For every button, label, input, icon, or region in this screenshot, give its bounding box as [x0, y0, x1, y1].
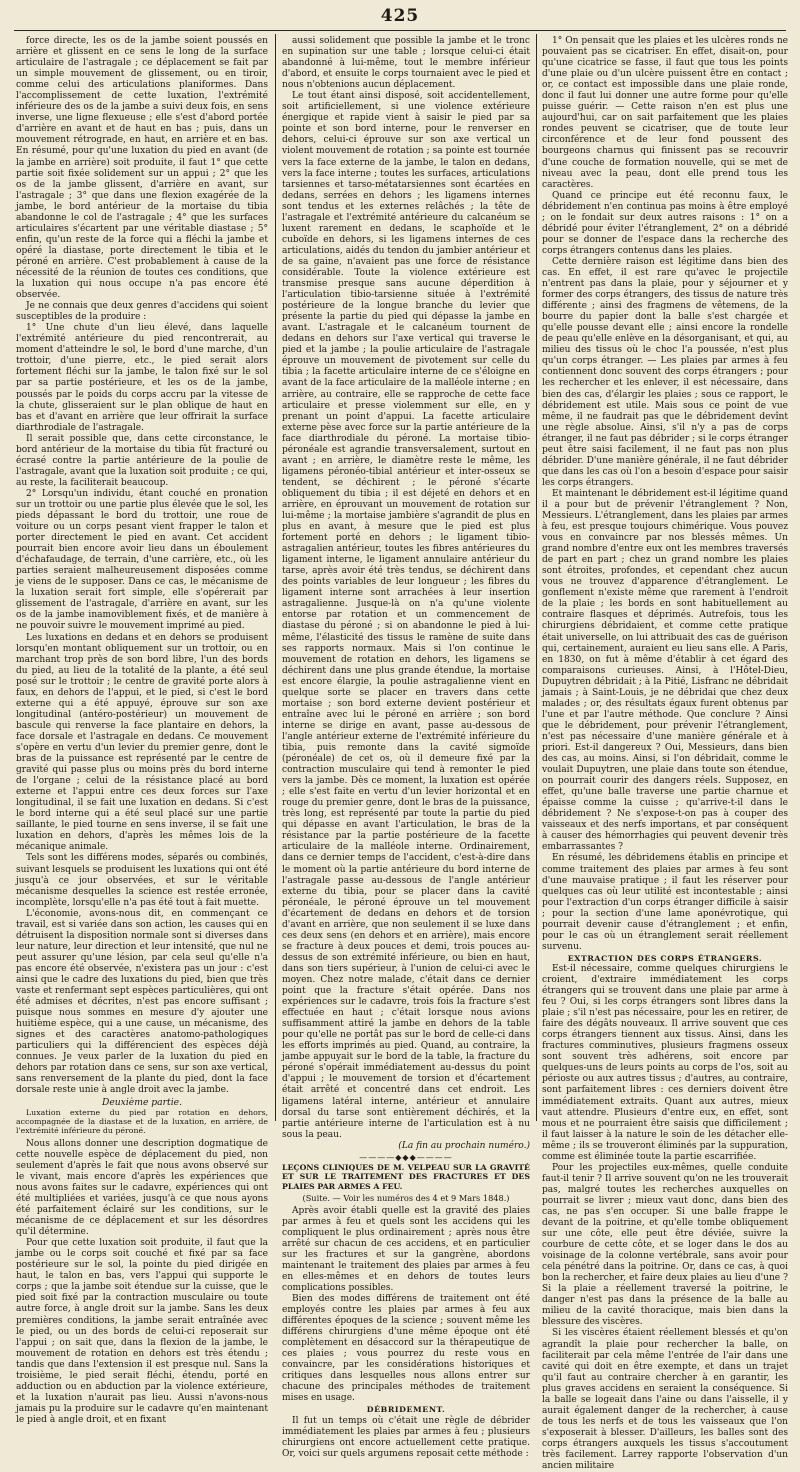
paragraph: Nous allons donner une description dogmatique de cette nouvelle espèce de déplacement du pied, non seulement d'après le fait que nous avons observé sur le vivant, mais encore d'après les expériences que nous avons faites sur le cadavre, expériences qui ont été multipliées et variées, jusqu'à ce que nous ayons été parfaitement éclairé sur les conditions, sur le mécanisme de ce déplacement et sur les désordres qu'il détermine. — [16, 1138, 268, 1238]
part-summary: Luxation externe du pied par rotation en dehors, accompagnée de la diastase et de la luxation, en arrière, de l'extrémité inférieure du péroné. — [16, 1107, 268, 1136]
paragraph: 1° On pensait que les plaies et les ulcères ronds ne pouvaient pas se cicatriser. En effet, disait-on, pour qu'une cicatrice se fasse, il faut que tous les points d'une plaie ou d'un ulcère puissent être en contact ; or, ce contact est impossible dans une plaie ronde, donc il faut lui donner une autre forme pour qu'elle puisse guérir. — Cette raison n'en est plus une aujourd'hui, car on sait parfaitement que les plaies rondes peuvent se cicatriser, que de toute leur circonférence et de leur fond poussent des bourgeons charnus qui finissent pas se recouvrir d'une couche de formation nouvelle, qui se met de niveau avec la peau, dont elle prend tous les caractères. — [542, 36, 788, 190]
article-subtitle: (Suite. — Voir les numéros des 4 et 9 Mars 1848.) — [302, 1192, 510, 1203]
article-separator: ————◆◆◆———— — [359, 1152, 453, 1162]
paragraph: 1° Une chute d'un lieu élevé, dans laquelle l'extrémité antérieure du pied rencontrerait, au moment d'atteindre le sol, le bord d'une marche, d'un trottoir, d'une pierre, etc., le pied serait alors fortement fléchi sur la jambe, le talon fixé sur le sol par sa partie postérieure, et les os de la jambe, poussés par le poids du corps accru par la vitesse de la chute, glisseraient sur le plan oblique de haut en bas et d'avant en arrière que leur offrirait la surface diarthrodiale de l'astragale. — [16, 323, 268, 433]
article-title: LEÇONS CLINIQUES DE M. VELPEAU SUR LA GRAVITÉ ET SUR LE TRAITEMENT DES FRACTURES ET DES PLAIES PAR ARMES A FEU. — [282, 1162, 530, 1191]
paragraph: L'économie, avons-nous dit, en commençant ce travail, est si variée dans son action, les causes qui en détruisent la disposition normale sont si diverses dans leur nature, leur direction et leur intensité, que nul ne peut assurer qu'une lésion, par cela seul qu'elle n'a pas encore été observée, n'existera pas un jour : c'est ainsi que le cadre des luxations du pied, bien que très vaste et renfermant sept espèces particulières, qui ont été admises et décrites, n'est pas encore suffisant ; puisque nous sommes en mesure d'y ajouter une huitième espèce, qui a une cause, un mécanisme, des signes et des caractères anatomo-pathologiques particuliers qui la différencient des espèces déjà connues. Je veux parler de la luxation du pied en dehors par rotation dans ce sens, sur son axe vertical, sans renversement de la plante du pied, dont la face dorsale reste unie à angle droit avec la jambe. — [16, 908, 268, 1096]
paragraph: Pour que cette luxation soit produite, il faut que la jambe ou le corps soit couché et fixé par sa face postérieure sur le sol, la pointe du pied dirigée en haut, le talon en bas, vers l'appui qui supporte le corps ; que la jambe soit étendue sur la cuisse, que le pied soit fixé par la contraction musculaire ou toute autre force, à angle droit sur la jambe. Sans les deux premières conditions, la jambe serait entraînée avec le pied, ou un des bords de celui-ci reposerait sur l'appui ; on sait que, dans la flexion de la jambe, le mouvement de rotation en dehors est très étendu ; tandis que dans l'extension il est presque nul. Sans la troisième, le pied serait fléchi, étendu, porté en adduction ou en abduction par la violence extérieure, et la luxation n'aurait pas lieu. Aussi n'avons-nous jamais pu la produire sur le cadavre qu'en maintenant le pied à angle droit, et en fixant — [16, 1238, 268, 1425]
paragraph: Est-il nécessaire, comme quelques chirurgiens le croient, d'extraire immédiatement les corps étrangers qui se trouvent dans une plaie par arme à feu ? Oui, si les corps étrangers sont libres dans la plaie ; s'il n'est pas nécessaire, pour les en retirer, de faire des dégâts nouveaux. Il arrive souvent que ces corps étrangers tiennent aux tissus. Ainsi, dans les fractures comminutives, plusieurs fragmens osseux sont souvent très adhérens, soit encore par quelques-uns de leurs points au corps de l'os, soit au périoste ou aux autres tissus ; d'autres, au contraire, sont parfaitement libres : ces derniers doivent être immédiatement extraits. Quant aux autres, mieux vaut attendre. Plusieurs d'entre eux, en effet, sont mous et ne pourraient être saisis que difficilement ; il faut laisser à la nature le soin de les détacher elle-même ; ils se trouveront éliminés par la suppuration, comme est éliminée toute la partie escarrifiée. — [542, 963, 788, 1162]
continued-note: (La fin au prochain numéro.) — [398, 1140, 530, 1151]
column-1 — [16, 36, 268, 1425]
section-heading: EXTRACTION DES CORPS ÉTRANGERS. — [567, 953, 763, 963]
column-3 — [542, 36, 788, 1472]
part-heading: Deuxième partie. — [101, 1096, 183, 1108]
paragraph: Quand ce principe eut été reconnu faux, le débridement n'en continua pas moins à être employé ; on le fondait sur deux autres raisons : 1° on a débridé pour éviter l'étranglement, 2° on a débridé pour se donner de l'espace dans la recherche des corps étrangers contenus dans les plaies. — [542, 190, 788, 256]
paragraph: 2° Lorsqu'un individu, étant couché en pronation sur un trottoir ou une partie plus élevée que le sol, les pieds dépassant le bord du trottoir, une roue de voiture ou un corps pesant vient frapper le talon et porter directement le pied en avant. Cet accident pourrait bien encore avoir lieu dans un éboulement d'échafaudage, de terrain, d'une carrière, etc., où les parties seraient malheureusement disposées comme je viens de le supposer. Dans ce cas, le mécanisme de la luxation serait fort simple, elle s'opérerait par glissement de l'astragale, d'arrière en avant, sur les os de la jambe inamoviblement fixés, et de manière à ne pouvoir suivre le mouvement imprimé au pied. — [16, 488, 268, 632]
paragraph: Je ne connais que deux genres d'accidens qui soient susceptibles de la produire : — [16, 301, 268, 323]
paragraph: En résumé, les débridemens établis en principe et comme traitement des plaies par armes à feu sont d'une mauvaise pratique ; il faut les réserver pour quelques cas où leur utilité est incontestable ; ainsi pour l'extraction d'un corps étranger difficile à saisir ; pour la section d'une lame aponévrotique, qui pourrait devenir cause d'étranglement ; et enfin, pour le cas où un étranglement serait réellement survenu. — [542, 853, 788, 952]
paragraph: Et maintenant le débridement est-il légitime quand il a pour but de prévenir l'étranglement ? Non, Messieurs. L'étranglement, dans les plaies par armes à feu, est presque toujours chimérique. Vous pouvez vous en convaincre par nos blessés mêmes. Un grand nombre d'entre eux ont les membres traversés de part en part ; chez un grand nombre les plaies sont étroites, profondes, et cependant chez aucun vous ne trouvez d'apparence d'étranglement. Le gonflement n'existe même que rarement à l'endroit de la plaie ; les bords en sont habituellement au contraire flasques et déprimés. Autrefois, tous les chirurgiens débridaient, et comme cette pratique était universelle, on lui attribuait des cas de guérison qui, certainement, auraient eu lieu sans elle. A Paris, en 1830, on fut à même d'établir à cet égard des comparaisons curieuses. Ainsi, à l'Hôtel-Dieu, Dupuytren débridait ; à la Pitié, Lisfranc ne débridait jamais ; à Saint-Louis, je ne débridai que chez deux malades ; or, des résultats égaux furent obtenus par l'une et par l'autre méthode. Que conclure ? Ainsi que le débridement, pour prévenir l'étranglement, n'est pas nécessaire d'une manière générale et à priori. Est-il dangereux ? Oui, Messieurs, dans bien des cas, au moins. Ainsi, si l'on débridait, comme le voulait Dupuytren, une plaie dans toute son étendue, on pourrait courir des dangers réels. Supposez, en effet, qu'une balle traverse une partie charnue et épaisse comme la cuisse ; qu'arrive-t-il dans le débridement ? Ne s'expose-t-on pas à couper des vaisseaux et des nerfs importans, et par conséquent à causer des hémorrhagies qui peuvent devenir très embarrassantes ? — [542, 488, 788, 853]
header-rule — [14, 30, 786, 31]
paragraph: Le tout étant ainsi disposé, soit accidentellement, soit artificiellement, si une violence extérieure énergique et rapide vient à saisir le pied par sa pointe et son bord interne, pour le renverser en dehors, celui-ci éprouve sur son axe vertical un violent mouvement de rotation ; sa pointe est tournée vers la face externe de la jambe, le talon en dedans, vers la face interne ; toutes les surfaces, articulations tarsiennes et tarso-métatarsiennes sont écartées en dedans, serrées en dehors ; les ligamens internes sont tendus et les externes relâchés ; la tête de l'astragale et l'extrémité antérieure du calcanéum se luxent rarement en dedans, le scaphoïde et le cuboïde en dehors, si les ligamens internes de ces articulations, aidés du tendon du jambier antérieur et de sa gaine, n'avaient pas une force de résistance considérable. Toute la violence extérieure est transmise presque sans aucune déperdition à l'articulation tibio-tarsienne située à l'extrémité postérieure de la longue branche du levier que présente la partie du pied qui dépasse la jambe en avant. L'astragale et le calcanéum tournent de dedans en dehors sur l'axe vertical qui traverse le pied et la jambe ; la poulie articulaire de l'astragale éprouve un mouvement de pivotement sur celle du tibia ; la facette articulaire interne de ce s'éloigne en avant de la face articulaire de la malléole interne ; en arrière, au contraire, elle se rapproche de cette face articulaire et presse violemment sur elle, en y prenant un point d'appui. La facette articulaire externe pèse avec force sur la partie antérieure de la face diarthrodiale du péroné. La mortaise tibio-péronéale est agrandie transversalement, surtout en avant ; en arrière, le diamètre reste le même, les ligamens péronéo-tibial antérieur et inter-osseux se tendent, se déchirent ; le péroné s'écarte obliquement du tibia ; il est déjeté en dehors et en arrière, en éprouvant un mouvement de rotation sur lui-même ; la mortaise jambière s'agrandit de plus en plus en avant, à mesure que le pied est plus fortement porté en dehors ; le ligament tibio-astragalien antérieur, toutes les fibres antérieures du ligament interne, le ligament annulaire antérieur du tarse, après avoir été très tendus, se déchirent dans des points variables de leur longueur ; les fibres du ligament interne sont arrachées à leur insertion astragalienne. Jusque-là on n'a qu'une violente entorse par rotation et un commencement de diastase du péroné ; si on abandonne le pied à lui-même, l'élasticité des tissus le ramène de suite dans ses rapports normaux. Mais si l'on continue le mouvement de rotation en dehors, les ligamens se déchirent dans une plus grande étendue, la mortaise est encore élargie, la poulie astragalienne vient en quelque sorte se placer en travers dans cette mortaise ; son bord externe devient postérieur et entraîne avec lui le péroné en arrière ; son bord interne se dirige en avant, passe au-dessous de l'angle antérieur externe de l'extrémité inférieure du tibia, puis remonte dans la cavité sigmoïde (péronéale) de cet os, où il demeure fixé par la contraction musculaire qui tend à remonter le pied vers la jambe. Dès ce moment, la luxation est opérée ; elle s'est faite en vertu d'un levier horizontal et en rouge du premier genre, dont le bras de la puissance, très long, est représenté par toute la partie du pied qui dépasse en avant l'articulation, le bras de la résistance par la partie postérieure de la facette articulaire de la malléole interne. Ordinairement, dans ce dernier temps de l'accident, c'est-à-dire dans le moment où la partie antérieure du bord interne de l'astragale passe au-dessous de l'angle antérieur externe du tibia, pour se placer dans la cavité péronéale, le péroné éprouve un tel mouvement d'écartement de dedans en dehors et de torsion d'avant en arrière, que non seulement il se luxe dans ces deux sens (en dehors et en arrière), mais encore se fracture à deux pouces et demi, trois pouces au-dessus de son extrémité inférieure, ou bien en haut, dans son tiers supérieur, à l'union de celui-ci avec le moyen. Chez notre malade, c'était dans ce dernier point que la fracture s'était opérée. Dans nos expériences sur le cadavre, trois fois la fracture s'est effectuée en haut ; c'était lorsque nous avions suffisamment attiré la jambe en dehors de la table pour qu'elle ne portât pas sur le bord de celle-ci dans les efforts imprimés au pied. Quand, au contraire, la jambe appuyait sur le bord de la table, la fracture du péroné s'opérait immédiatement au-dessus du point d'appui ; le mouvement de torsion et d'écartement était arrêté et concentré dans cet endroit. Les ligamens latéral interne, antérieur et annulaire dorsal du tarse sont entièrement déchirés, et la partie antérieure interne de l'articulation est à nu sous la peau. — [282, 91, 530, 1140]
section-heading: DÉBRIDEMENT. — [366, 1405, 446, 1415]
paragraph: Les luxations en dedans et en dehors se produisent lorsqu'en montant obliquement sur un trottoir, ou en marchant trop près de son bord libre, l'un des bords du pied, au lieu de la totalité de la plante, a été seul posé sur le trottoir ; le centre de gravité porte alors à faux, en dehors de l'appui, et le pied, si c'est le bord externe qui a été appuyé, éprouve sur son axe longitudinal (antéro-postérieur) un mouvement de bascule qui renverse la face plantaire en dehors, la face dorsale et l'astragale en dedans. Ce mouvement s'opère en vertu d'un levier du premier genre, dont le bras de la puissance est représenté par le centre de gravité qui passe plus ou moins près du bord interne de l'organe ; celui de la résistance placé au bord externe et l'appui entre ces deux forces sur l'axe longitudinal, il se fait une luxation en dedans. Si c'est le bord interne qui a été seul placé sur une partie saillante, le pied tourne en sens inverse, il se fait une luxation en dehors, d'après les mêmes lois de la mécanique animale. — [16, 632, 268, 853]
column-divider — [275, 34, 276, 1121]
paragraph: force directe, les os de la jambe soient poussés en arrière et glissent en ce sens le long de la surface articulaire de l'astragale ; ce déplacement se fait par un simple mouvement de glissement, ou en tiroir, comme celui des articulations planiformes. Dans l'accomplissement de cette luxation, l'extrémité inférieure des os de la jambe a suivi deux fois, en sens inverse, une ligne flexueuse ; elle s'est d'abord portée d'arrière en avant et de haut en bas ; puis, dans un mouvement rétrograde, en haut, en arrière et en bas. En résumé, pour qu'une luxation du pied en avant (de la jambe en arrière) soit produite, il faut 1° que cette partie soit fixée solidement sur un appui ; 2° que les os de la jambe glissent, d'arrière en avant, sur l'astragale ; 3° que dans une flexion exagérée de la jambe, le bord antérieur de la mortaise du tibia abandonne le col de l'astragale ; 4° que les surfaces articulaires s'écartent par une véritable diastase ; 5° enfin, qu'un reste de la force qui a fléchi la jambe et opéré la diastase, porte directement le tibia et le péroné en arrière. C'est probablement à cause de la nécessité de la réunion de toutes ces conditions, que la luxation qui nous occupe n'a pas encore été observée. — [16, 36, 268, 301]
paragraph: Bien des modes différens de traitement ont été employés contre les plaies par armes à feu aux différentes époques de la science ; souvent même les différens chirurgiens d'une même époque ont été complètement en désaccord sur la thérapeutique de ces plaies ; vous pourrez du reste vous en convaincre, par les considérations historiques et critiques dans lesquelles nous allons entrer sur chacune des principales méthodes de traitement mises en usage. — [282, 1293, 530, 1404]
paragraph: Il fut un temps où c'était une règle de débrider immédiatement les plaies par armes à feu ; plusieurs chirurgiens ont encore actuellement cette pratique. Or, voici sur quels argumens reposait cette méthode : — [282, 1415, 530, 1459]
column-2 — [282, 36, 530, 1459]
paragraph: Après avoir établi quelle est la gravité des plaies par armes à feu et quels sont les accidens qui les compliquent le plus ordinairement ; après nous être arrêté sur chacun de ces accidens, et en particulier sur les fractures et sur la gangrène, abordons maintenant le traitement des plaies par armes à feu en elles-mêmes et en dehors de toutes leurs complications possibles. — [282, 1205, 530, 1293]
paragraph: Pour les projectiles eux-mêmes, quelle conduite faut-il tenir ? Il arrive souvent qu'on ne les trouverait pas, malgré toutes les recherches auxquelles on pourrait se livrer ; mieux vaut donc, dans bien des cas, ne pas s'en occuper. Si une balle frappe le devant de la poitrine, et qu'elle tombe obliquement sur une côte, elle peut être déviée, suivre la courbure de cette côte, et se loger dans le dos au voisinage de la colonne vertébrale, sans avoir pour cela pénétré dans la poitrine. Or, dans ce cas, à quoi bon la rechercher, et faire deux plaies au lieu d'une ? Si la plaie a réellement traversé la poitrine, le danger n'est pas dans la présence de la balle au milieu de la cavité thoracique, mais bien dans la blessure des viscères. — [542, 1162, 788, 1328]
paragraph: Tels sont les différens modes, séparés ou combinés, suivant lesquels se produisent les luxations qui ont été jusqu'à ce jour observées, et sur le véritable mécanisme desquelles la science est restée erronée, incomplète, lorsqu'elle n'a pas été tout à fait muette. — [16, 853, 268, 908]
paragraph: Cette dernière raison est légitime dans bien des cas. En effet, il est rare qu'avec le projectile n'entrent pas dans la plaie, pour y séjourner et y former des corps étrangers, des tissus de nature très différente ; ainsi des fragmens de vêtemens, de la bourre du papier dont la balle s'est chargée et qu'elle pousse devant elle ; ainsi encore la rondelle de peau qu'elle enlève en la désorganisant, et qui, au milieu des tissus où le choc l'a poussée, n'est plus qu'un corps étranger. — Les plaies par armes à feu contiennent donc souvent des corps étrangers ; pour les rechercher et les enlever, il est nécessaire, dans bien des cas, d'élargir les plaies ; sous ce rapport, le débridement est utile. Mais sous ce point de vue même, il ne faudrait pas que le débridement devînt une règle absolue. Ainsi, s'il n'y a pas de corps étranger, il ne faut pas débrider ; si le corps étranger peut être saisi facilement, il ne faut pas non plus débrider. D'une manière générale, il ne faut débrider que dans les cas où l'on a besoin d'espace pour saisir les corps étrangers. — [542, 256, 788, 488]
page-number: 425 — [380, 6, 420, 26]
column-divider — [536, 34, 537, 1121]
paragraph: Si les viscères étaient réellement blessés et qu'on agrandît la plaie pour rechercher la balle, on faciliterait par cela même l'entrée de l'air dans une cavité qui doit en être exempte, et dans un trajet qu'il faut au contraire chercher à en garantir, les plus graves accidens en seraient la conséquence. Si la balle se logeait dans l'aine ou dans l'aisselle, il y aurait également danger de la rechercher, à cause de tous les nerfs et de tous les vaisseaux que l'on s'exposerait à blesser. D'ailleurs, les balles sont des corps étrangers auxquels les tissus s'accoutument très facilement. Larrey rapporte l'observation d'un ancien militaire — [542, 1328, 788, 1472]
paragraph: Il serait possible que, dans cette circonstance, le bord antérieur de la mortaise du tibia fût fracturé ou écrasé contre la partie antérieure de la poulie de l'astragale, avant que la luxation soit produite ; ce qui, au reste, la faciliterait beaucoup. — [16, 433, 268, 488]
paragraph: aussi solidement que possible la jambe et le tronc en supination sur une table ; lorsque celui-ci était abandonné à lui-même, tout le membre inférieur d'abord, et ensuite le corps tournaient avec le pied et nous n'obtenions aucun déplacement. — [282, 36, 530, 91]
